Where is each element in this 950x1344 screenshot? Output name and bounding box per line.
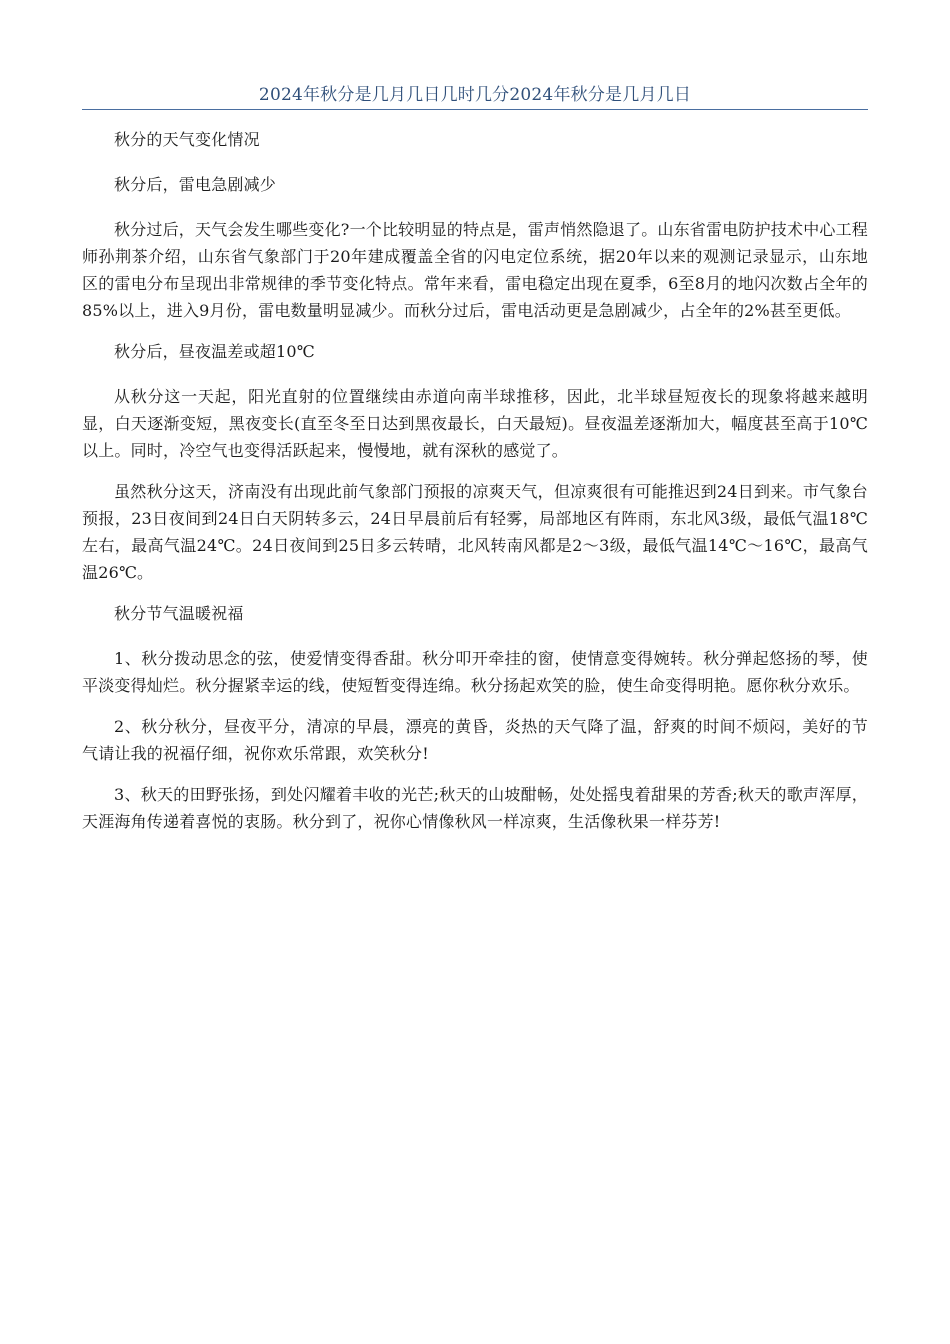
blessing-item: 1、秋分拨动思念的弦，使爱情变得香甜。秋分叩开牵挂的窗，使情意变得婉转。秋分弹起悠扬的琴，使平淡变得灿烂。秋分握紧幸运的线，使短暂变得连绵。秋分扬起欢笑的脸，使生命变得明艳。愿你秋分欢乐。 <box>82 649 868 695</box>
paragraph-temperature: 从秋分这一天起，阳光直射的位置继续由赤道向南半球推移，因此，北半球昼短夜长的现象将越来越明显，白天逐渐变短，黑夜变长(直至冬至日达到黑夜最长，白天最短)。昼夜温差逐渐加大，幅度甚至高于10℃以上。同时，冷空气也变得活跃起来，慢慢地，就有深秋的感觉了。 <box>82 387 868 460</box>
subheading-thunder: 秋分后，雷电急剧减少 <box>114 175 277 194</box>
header-divider <box>82 109 868 110</box>
document-body <box>82 126 868 849</box>
blessing-item: 2、秋分秋分，昼夜平分，清凉的早晨，漂亮的黄昏，炎热的天气降了温，舒爽的时间不烦闷，美好的节气请让我的祝福仔细，祝你欢乐常跟，欢笑秋分! <box>82 717 868 763</box>
subheading-temperature: 秋分后，昼夜温差或超10℃ <box>114 342 315 361</box>
paragraph-forecast: 虽然秋分这天，济南没有出现此前气象部门预报的凉爽天气，但凉爽很有可能推迟到24日到来。市气象台预报，23日夜间到24日白天阴转多云，24日早晨前后有轻雾，局部地区有阵雨，东北风3级，最低气温18℃左右，最高气温24℃。24日夜间到25日多云转晴，北风转南风都是2～3级，最低气温14℃～16℃，最高气温26℃。 <box>82 482 868 582</box>
page-title: 2024年秋分是几月几日几时几分2024年秋分是几月几日 <box>258 85 692 105</box>
blessing-item: 3、秋天的田野张扬，到处闪耀着丰收的光芒;秋天的山坡酣畅，处处摇曳着甜果的芳香;秋天的歌声浑厚，天涯海角传递着喜悦的衷肠。秋分到了，祝你心情像秋风一样凉爽，生活像秋果一样芬芳! <box>82 785 868 831</box>
paragraph-thunder: 秋分过后，天气会发生哪些变化?一个比较明显的特点是，雷声悄然隐退了。山东省雷电防护技术中心工程师孙荆茶介绍，山东省气象部门于20年建成覆盖全省的闪电定位系统，据20年以来的观测记录显示，山东地区的雷电分布呈现出非常规律的季节变化特点。常年来看，雷电稳定出现在夏季，6至8月的地闪次数占全年的85%以上，进入9月份，雷电数量明显减少。而秋分过后，雷电活动更是急剧减少，占全年的2%甚至更低。 <box>82 220 868 320</box>
section-heading-weather: 秋分的天气变化情况 <box>114 130 260 149</box>
section-heading-blessings: 秋分节气温暖祝福 <box>114 604 244 623</box>
